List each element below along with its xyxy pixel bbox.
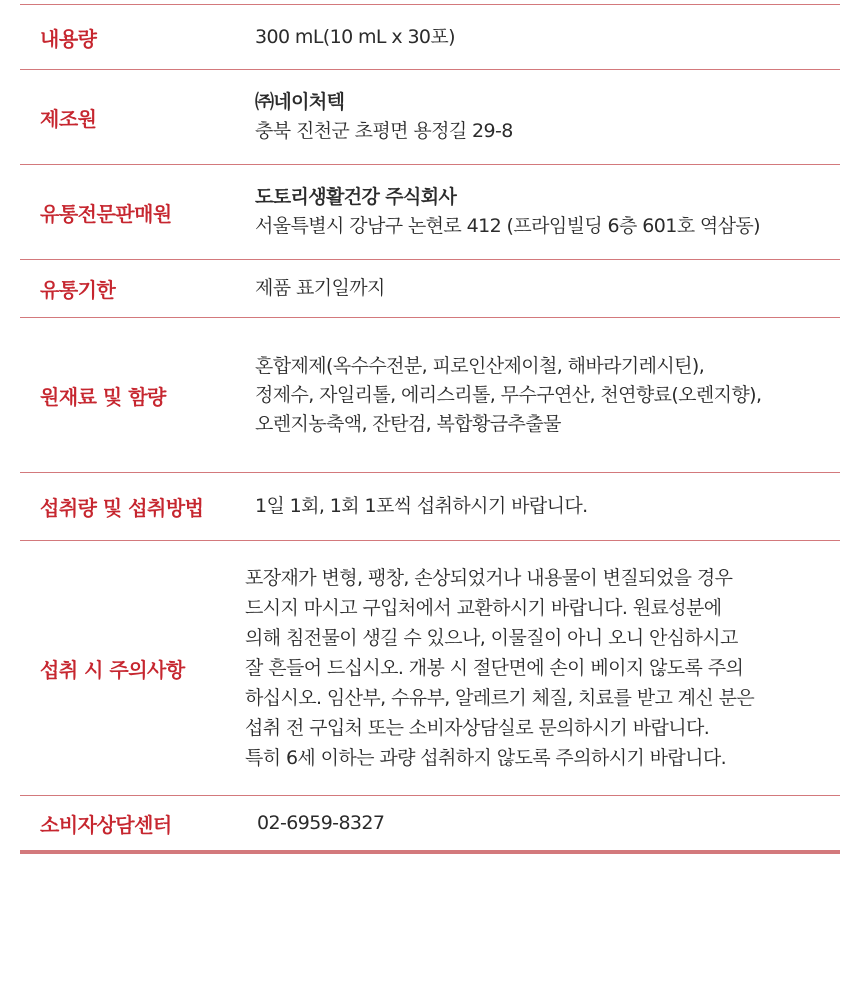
row-value bbox=[245, 563, 840, 773]
row-value bbox=[245, 183, 840, 241]
value-line: 잘 흔들어 드십시오. 개봉 시 절단면에 손이 베이지 않도록 주의 bbox=[245, 657, 744, 679]
table-row-expiry bbox=[20, 260, 840, 318]
row-label: 제조원 bbox=[40, 106, 97, 131]
table-row-intake bbox=[20, 473, 840, 541]
product-info-table bbox=[20, 5, 840, 854]
value-line: 1일 1회, 1회 1포씩 섭취하시기 바랍니다. bbox=[255, 495, 588, 517]
row-label: 섭취 시 주의사항 bbox=[40, 657, 185, 682]
row-value bbox=[245, 809, 840, 838]
row-label: 유통전문판매원 bbox=[40, 201, 172, 226]
value-line: 서울특별시 강남구 논현로 412 (프라임빌딩 6층 601호 역삼동) bbox=[255, 215, 760, 237]
value-line: 제품 표기일까지 bbox=[255, 277, 385, 299]
row-value bbox=[245, 88, 840, 146]
value-line: 섭취 전 구입처 또는 소비자상담실로 문의하시기 바랍니다. bbox=[245, 717, 710, 739]
value-line: 특히 6세 이하는 과량 섭취하지 않도록 주의하시기 바랍니다. bbox=[245, 747, 727, 769]
row-value bbox=[245, 352, 840, 439]
table-row-customer-center bbox=[20, 796, 840, 854]
value-line: 300 mL(10 mL x 30포) bbox=[255, 25, 455, 48]
table-row-distributor bbox=[20, 165, 840, 260]
value-line: 하십시오. 임산부, 수유부, 알레르기 체질, 치료를 받고 계신 분은 bbox=[245, 687, 755, 709]
value-line: ㈜네이처텍 bbox=[255, 91, 345, 113]
row-value bbox=[245, 23, 840, 52]
row-value bbox=[245, 492, 840, 521]
row-value bbox=[245, 274, 840, 303]
row-label: 유통기한 bbox=[40, 278, 116, 302]
value-line: 정제수, 자일리톨, 에리스리톨, 무수구연산, 천연향료(오렌지향), bbox=[255, 383, 762, 406]
value-line: 도토리생활건강 주식회사 bbox=[255, 186, 457, 208]
value-line: 오렌지농축액, 잔탄검, 복합황금추출물 bbox=[255, 412, 561, 435]
row-label: 섭취량 및 섭취방법 bbox=[40, 496, 204, 520]
value-line: 드시지 마시고 구입처에서 교환하시기 바랍니다. 원료성분에 bbox=[245, 597, 722, 619]
value-line: 의해 침전물이 생길 수 있으나, 이물질이 아니 오니 안심하시고 bbox=[245, 627, 738, 649]
table-row-contents bbox=[20, 5, 840, 70]
phone-number: 02-6959-8327 bbox=[257, 811, 385, 834]
table-row-manufacturer bbox=[20, 70, 840, 165]
value-line: 혼합제제(옥수수전분, 피로인산제이철, 해바라기레시틴), bbox=[255, 354, 705, 377]
row-label: 내용량 bbox=[40, 26, 97, 51]
value-line: 포장재가 변형, 팽창, 손상되었거나 내용물이 변질되었을 경우 bbox=[245, 567, 733, 589]
row-label: 원재료 및 함량 bbox=[40, 384, 166, 409]
table-row-precautions bbox=[20, 541, 840, 796]
value-line: 충북 진천군 초평면 용정길 29-8 bbox=[255, 120, 513, 142]
table-row-ingredients bbox=[20, 318, 840, 473]
row-label: 소비자상담센터 bbox=[40, 812, 172, 837]
